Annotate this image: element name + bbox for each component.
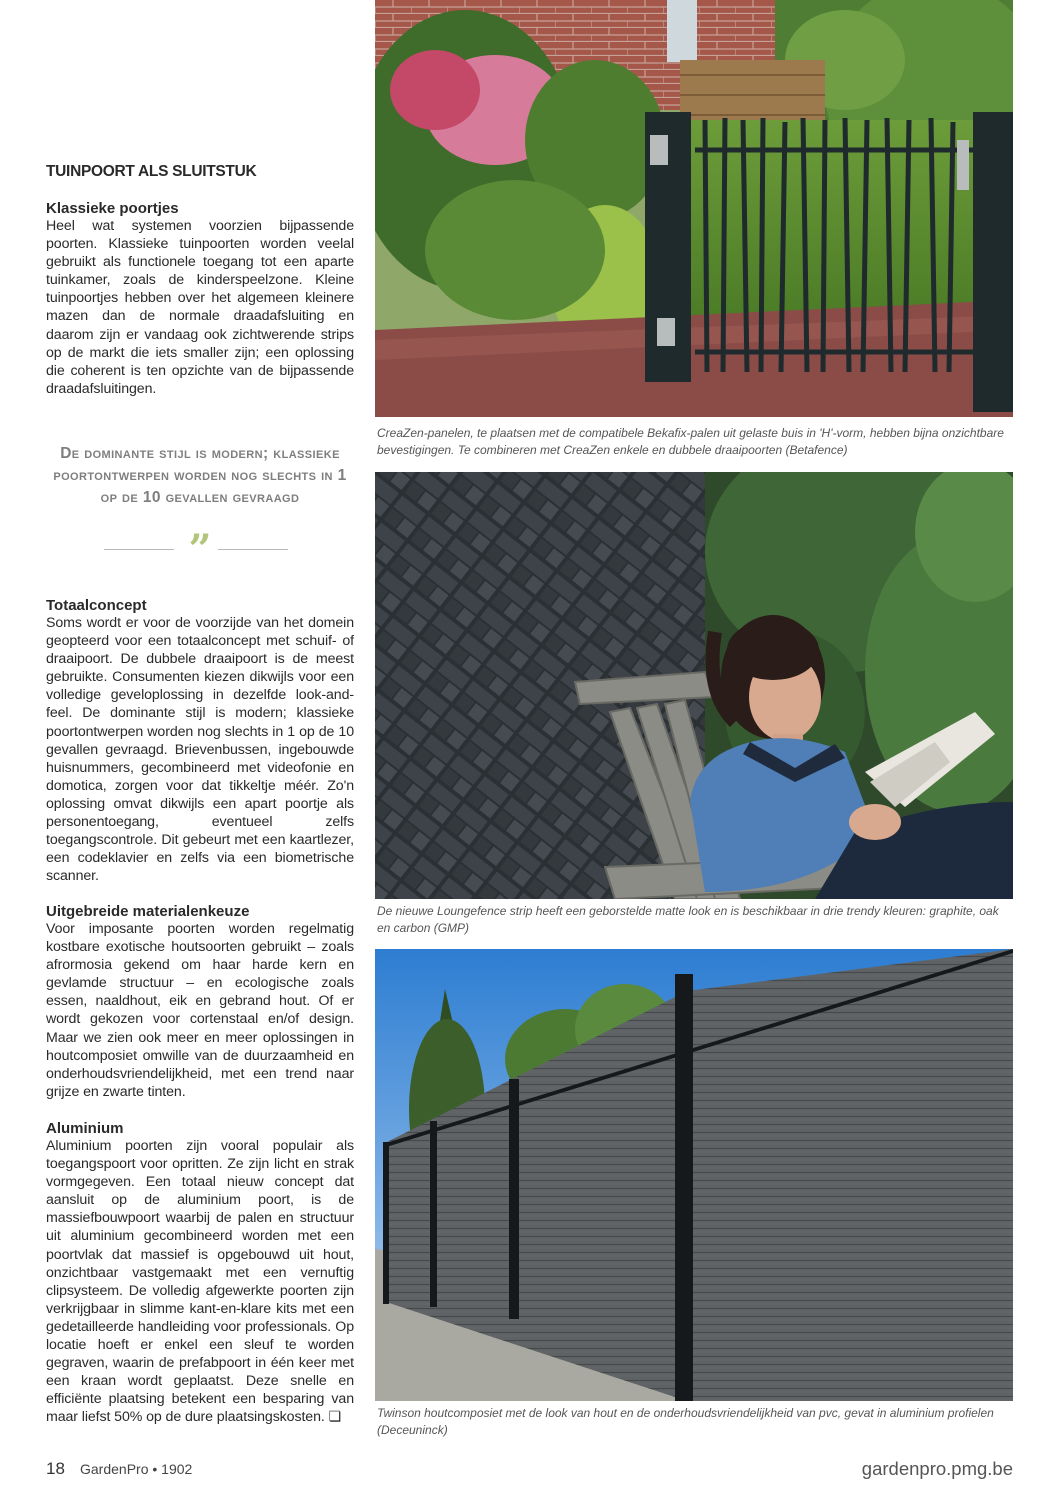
photo-woman-reading (375, 472, 1013, 899)
photo-composite-fence (375, 949, 1013, 1401)
section-heading: Aluminium (46, 1120, 124, 1137)
page-number: 18 (46, 1459, 65, 1478)
magazine-issue: GardenPro • 1902 (80, 1461, 193, 1477)
section-total (46, 597, 354, 885)
section-classic (46, 200, 354, 398)
photo-caption: Twinson houtcomposiet met de look van hout en de onderhoudsvriendelijkheid van pvc, gevat in aluminium profielen (Deceuninck) (377, 1406, 994, 1437)
photo-caption: CreaZen-panelen, te plaatsen met de compatibele Bekafix-palen uit gelaste buis in 'H'-vorm, hebben bijna onzichtbare bevestigingen. Te combineren met CreaZen enkele en dubbele draaipoorten (Betafence) (377, 426, 1004, 457)
section-materials (46, 903, 354, 1101)
reading-illustration (375, 472, 1013, 899)
section-heading: Klassieke poortjes (46, 200, 179, 217)
section-body: Voor imposante poorten worden regelmatig kostbare exotische houtsoorten gebruikt – zoals afrormosia gekend om haar harde kern en gevlamde structuur – en ecologische zoals essen, naaldhout, eik en gebrand hout. Of er wordt gekozen voor cortenstaal en/of design. Maar we zien ook meer en meer oplossingen in houtcomposiet omwille van de duurzaamheid en onderhoudsvriendelijkheid, met een trend naar grijze en zwarte tinten. (46, 921, 354, 1100)
photo-caption: De nieuwe Loungefence strip heeft een geborstelde matte look en is beschikbaar in drie trendy kleuren: graphite, oak en carbon (GMP) (377, 904, 999, 935)
section-body (46, 1137, 354, 1427)
garden-gate-illustration (375, 0, 1013, 417)
section-heading: Uitgebreide materialenkeuze (46, 903, 250, 920)
quote-ornament (46, 526, 354, 573)
divider (218, 549, 288, 550)
section-aluminium (46, 1120, 354, 1427)
section-body: Soms wordt er voor de voorzijde van het domein geopteerd voor een totaalconcept met schuif- of draaipoort. De dubbele draaipoort is de meest gebruikte. Consumenten kiezen dikwijls voor een volledige geveloplossing in dezelfde look-and-feel. De dominante stijl is modern; klassieke poortontwerpen worden nog slechts in 1 op de 10 gevallen gevraagd. Brievenbussen, ingebouwde huisnummers, gecombineerd met videofonie en domotica, zorgen voor dat tikkeltje méér. Zo'n oplossing omvat dikwijls een apart poortje als personentoegang, eventueel zelfs toegangscontrole. Dit gebeurt met een kaartlezer, een codeklavier en zelfs via een biometrische scanner. (46, 615, 354, 885)
page-title: TUINPOORT ALS SLUITSTUK (46, 163, 257, 180)
section-body-text: Aluminium poorten zijn vooral populair als toegangspoort voor opritten. Ze zijn licht en strak vormgegeven. Een totaal nieuw concept dat aansluit op de aluminium poort, is de massiefbouwpoort waarbij de palen en structuur uit aluminium gecombineerd worden met een poortvlak dat massief is opgebouwd uit hout, onzichtbaar vastgemaakt met een vernuftig clipsysteem. De volledig afgewerkte poorten zijn verkrijgbaar in slimme kant-en-klare kits met een gedetailleerde handleiding voor professionals. Op locatie hoeft er enkel een sleuf te worden gegraven, waarin de prefabpoort in één keer met een kraan wordt geplaatst. Deze snelle en efficiënte plaatsing betekent een besparing van maar liefst 50% op de dure plaatsingskosten. (46, 1138, 354, 1426)
pull-quote: De dominante stijl is modern; klassieke poortontwerpen worden nog slechts in 1 op de 10 gevallen gevraagd (53, 445, 347, 506)
section-heading: Totaalconcept (46, 597, 147, 614)
end-square-icon: ❏ (328, 1409, 342, 1426)
photo-garden-gate (375, 0, 1013, 417)
section-body: Heel wat systemen voorzien bijpassende poorten. Klassieke tuinpoorten worden veelal gebruikt als functionele toegang tot een aparte tuinkamer, zoals de kinderspeelzone. Kleine tuinpoortjes hebben over het algemeen kleinere mazen dan de normale draadafsluiting en daarom zijn er vandaag ook zichtwerende strips op de markt die iets smaller zijn; een oplossing die coherent is ten opzichte van de bijpassende draadafsluitingen. (46, 218, 354, 397)
quote-mark-icon: ” (188, 526, 212, 573)
fence-illustration (375, 949, 1013, 1401)
website-link[interactable]: gardenpro.pmg.be (861, 1458, 1013, 1479)
